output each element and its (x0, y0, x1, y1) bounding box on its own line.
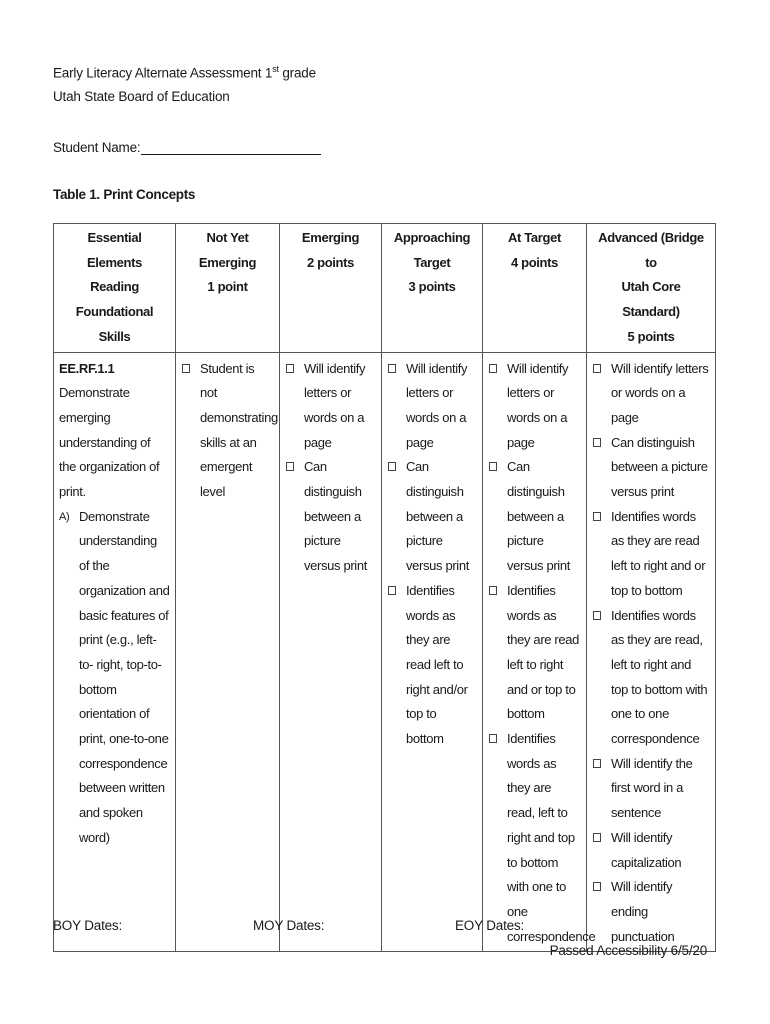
eoy-dates-label: EOY Dates: (455, 918, 525, 933)
boy-dates-label: BOY Dates: (53, 918, 123, 933)
approaching-cell (382, 352, 483, 952)
student-name-label: Student Name: (53, 140, 141, 155)
header-advanced: Advanced (Bridge to Utah Core Standard) 5 points (587, 224, 716, 353)
table-title: Table 1. Print Concepts (53, 187, 196, 202)
criterion-item: Identifies words as they are read left to right and/or top to bottom (387, 579, 477, 752)
advanced-list (592, 357, 710, 950)
criterion-item: Identifies words as they are read left to right and or top to bottom (488, 579, 581, 727)
criterion-item: Student is not demonstrating skills at an emergent level (181, 357, 274, 505)
not-yet-emerging-list (181, 357, 278, 505)
criterion-item: Identifies words as they are read, left to right and top to bottom with one to one correspondence (488, 727, 581, 949)
essential-element-code: EE.RF.1.1 (59, 360, 115, 376)
not-yet-emerging-cell (176, 352, 280, 952)
criterion-item: Will identify letters or words on a page (387, 357, 477, 456)
accessibility-note: Passed Accessibility 6/5/20 (549, 943, 707, 958)
essential-element-statement: EE.RF.1.1 Demonstrate emerging understanding of the organization of print. (59, 360, 160, 500)
header-emerging: Emerging 2 points (280, 224, 382, 353)
criterion-item: Can distinguish between a picture versus print (387, 455, 477, 579)
emerging-cell (280, 352, 382, 952)
header-at-target: At Target 4 points (483, 224, 587, 353)
criterion-item: Will identify letters or words on a page (592, 357, 710, 431)
emerging-list (285, 357, 376, 579)
header-not-yet-emerging: Not Yet Emerging 1 point (176, 224, 280, 353)
document-title: Early Literacy Alternate Assessment 1st grade (53, 64, 316, 81)
criterion-item: Will identify letters or words on a page (488, 357, 581, 456)
advanced-cell (587, 352, 716, 952)
student-name-blank (141, 139, 321, 155)
criterion-item: Can distinguish between a picture versus print (592, 431, 710, 505)
approaching-list (387, 357, 477, 752)
essential-element-sub-a: A) Demonstrate understanding of the organization and basic features of print (e.g., left-to- right, top-to-bottom orientation of print, one-to-one correspondence between written and spoken word) (59, 508, 170, 845)
moy-dates-label: MOY Dates: (253, 918, 325, 933)
criterion-item: Will identify the first word in a sentence (592, 752, 710, 826)
criterion-item: Can distinguish between a picture versus print (488, 455, 581, 579)
student-name-row (53, 139, 321, 155)
table-header-row (54, 224, 716, 353)
essential-element-cell (54, 352, 176, 952)
at-target-cell (483, 352, 596, 952)
criterion-item: Can distinguish between a picture versus print (285, 455, 376, 579)
criterion-item: Identifies words as they are read, left to right and top to bottom with one to one correspondence (592, 604, 710, 752)
criterion-item: Will identify capitalization (592, 826, 710, 875)
header-approaching-target: Approaching Target 3 points (382, 224, 483, 353)
criterion-item: Will identify ending punctuation (592, 875, 710, 949)
organization-name: Utah State Board of Education (53, 89, 230, 104)
table-body-row (54, 352, 716, 952)
header-essential-elements: Essential Elements Reading Foundational Skills (54, 224, 176, 353)
criterion-item: Identifies words as they are read left to right and or top to bottom (592, 505, 710, 604)
criterion-item: Will identify letters or words on a page (285, 357, 376, 456)
print-concepts-table (53, 223, 716, 952)
at-target-list (488, 357, 596, 950)
